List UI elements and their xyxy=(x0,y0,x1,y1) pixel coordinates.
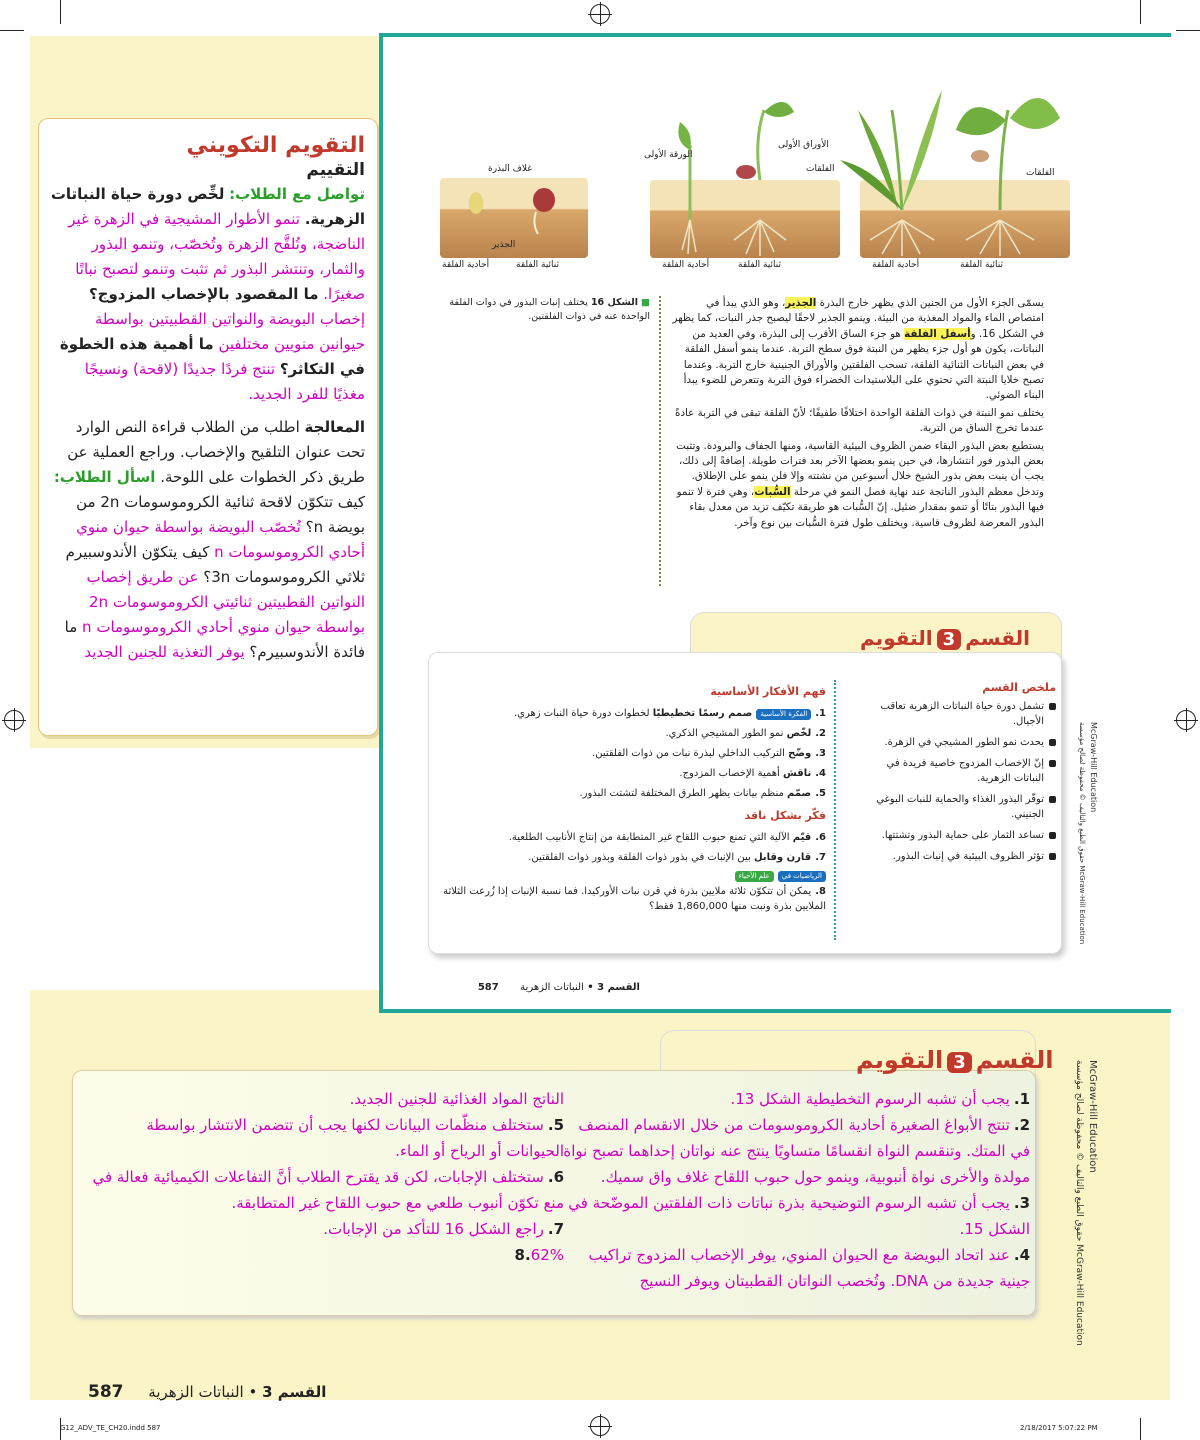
answer-6 xyxy=(84,1164,564,1216)
answer-number: 7. xyxy=(547,1220,564,1238)
body-p1-b: ، وهو الذي يبدأ في امتصاص الماء والمواد المغذية من البيئة. وينمو الجذير لاحقًا ليصبح جذر النبات، كما يظهر في الشكل 16. و xyxy=(672,297,1044,340)
q1-text: لخطوات دورة حياة النبات زهري. xyxy=(513,708,650,719)
student-footer-page: 587 xyxy=(477,982,499,993)
assess-title-b: التقويم xyxy=(860,626,933,650)
answers-title-a: القسم xyxy=(975,1046,1054,1074)
summary-item: تشمل دورة حياة النباتات الزهرية تعاقب الأجيال. xyxy=(870,699,1056,729)
summary-item: إنّ الإخصاب المزدوج خاصية فريدة في النباتات الزهرية. xyxy=(870,756,1056,786)
question-1: 1.الفكرة الأساسيةصمم رسمًا تخطيطيًا لخطوات دورة حياة النبات زهري. xyxy=(513,708,826,719)
section-summary xyxy=(870,680,1056,870)
ask-a2: عن طريق إخصاب النواتين القطبيتين ثنائيتي الكروموسومات 2n بواسطة حيوان منوي أحادي الكروموسومات n xyxy=(82,568,365,636)
answer-text: ستختلف منظّمات البيانات لكنها يجب أن تتضمن الانتشار بواسطة الحيوانات أو الرياح أو الماء. xyxy=(146,1116,564,1160)
q1-answer: تنمو الأطوار المشيجية في الزهرة غير الناضجة، وتُلقَّح الزهرة وتُخصّب، وتنمو البذور والثمار، وتنتشر البذور ثم تثبت وتنمو لتصبح نباتًا صغيرًا. xyxy=(68,210,365,303)
bio-tag: علم الأحياء xyxy=(735,871,774,882)
q2-text: نمو الطور المشيجي الذكري. xyxy=(665,728,784,739)
q3-answer: تنتج فردًا جديدًا (لاقحة) ونسيجًا مغذيًا للفرد الجديد. xyxy=(84,360,365,403)
body-paragraph-1 xyxy=(672,296,1044,404)
q8-text: يمكن أن تتكوّن ثلاثة ملايين بذرة في قرن نبات الأوركيدا. فما نسبة الإنبات إذا زُرعت الثلاثة الملايين بذرة ونبت منها 1,860,000 فقط؟ xyxy=(443,886,826,912)
footer-section: القسم 3 xyxy=(262,1383,327,1401)
body-p3-a: يستطيع بعض البذور البقاء ضمن الظروف البيئية القاسية، ومنها الجفاف والبرودة. وتثبت بعض البذور فور انتشارها، في حين ينمو بعضها الآخر بعد فترات طويلة. إضافةً إلى ذلك، يجب أن ينبت بعض بذور الشيخ خلال أسبوعين من نشتته وإلا فلن ينمو على الإطلاق. وتدخل معظم البذور الناتجة عند نهاية فصل النمو في مرحلة xyxy=(676,439,1044,498)
remediation-label: المعالجة xyxy=(304,418,365,436)
answer-4 xyxy=(560,1242,1030,1294)
label-di-2: ثنائية الفلقة xyxy=(738,260,782,270)
answer-8 xyxy=(84,1242,564,1268)
answer-text: 62% xyxy=(530,1246,564,1264)
copyright-vertical-bottom: حقوق الطبع والتأليف © محفوظة لصالح مؤسسة McGraw-Hill Education xyxy=(1074,1060,1084,1346)
caption-label: الشكل 16 xyxy=(590,297,638,308)
bean-seed-shape xyxy=(533,188,555,212)
seedling-drawings xyxy=(440,60,1070,280)
answer-number: 8. xyxy=(514,1246,531,1264)
question-6: 6.قيّم الآلية التي تمنع حبوب اللقاح غير المتطابقة من إنتاج الأنابيب الطلعية. xyxy=(508,832,826,843)
main-ideas-questions xyxy=(440,680,826,914)
math-tag: الرياضيات في xyxy=(778,871,826,882)
publisher-vertical-top: McGraw-Hill Education xyxy=(1089,722,1098,813)
question-7: 7.قارن وقابل بين الإنبات في بذور ذوات الفلقة وبذور ذوات الفلقتين. xyxy=(528,852,826,863)
answers-title-b: التقويم xyxy=(856,1046,944,1074)
q6-verb: قيّم xyxy=(792,832,812,843)
q5-verb: صمّم xyxy=(787,788,812,799)
term-dormancy: السُّبات xyxy=(754,485,791,498)
answer-text: تنتج الأبواغ الصغيرة أحادية الكروموسومات من خلال الانقسام المنصف في المتك. وتنقسم النواة انقسامًا متساويًا ينتج عنه نواتان إحداهما تصبح نواة مولدة والأخرى نواة أنبوبية، وينمو حول حبوب اللقاح غلاف واق سميك. xyxy=(563,1116,1030,1186)
body-p3-b: ، وهي فترة لا تنمو فيها البذور بتاتًا أو تنمو بمقدار ضئيل. إنّ السُّبات هو طريقة تكيّف تزيد من معدل بقاء البذور المعرضة لظروف قاسية. ويختلف طول فترة السُّبات بين نوع وآخر. xyxy=(676,485,1044,529)
label-first-leaf: الورقة الأولى xyxy=(644,150,693,160)
corn-seed-shape xyxy=(469,192,483,214)
q3-text: ما أهمية هذه الخطوة في التكاثر؟ xyxy=(59,335,365,378)
assess-title-a: القسم xyxy=(965,626,1030,650)
q3-text: التركيب الداخلي لبذرة نبات من ذوات الفلقتين. xyxy=(592,748,785,759)
label-di-3: ثنائية الفلقة xyxy=(960,260,1004,270)
crop-mark xyxy=(1176,30,1200,31)
answer-text: يجب أن تشبه الرسوم التخطيطية الشكل 13. xyxy=(730,1090,1010,1108)
answers-left-column xyxy=(84,1086,564,1268)
ask-q3: ما فائدة الأندوسبيرم؟ xyxy=(64,618,365,661)
remediation-text: اطلب من الطلاب قراءة النص الوارد تحت عنوان التلقيح والإخصاب. وراجع العملية عن طريق ذكر الخطوات على اللوحة. xyxy=(67,418,365,486)
q1-label: تواصل مع الطلاب: xyxy=(229,185,365,203)
answer-number: 6. xyxy=(547,1168,564,1186)
answer-1 xyxy=(560,1086,1030,1112)
student-footer-section: القسم 3 xyxy=(597,982,640,993)
formative-block-2 xyxy=(49,415,365,665)
answer-text: عند اتحاد البويضة مع الحيوان المنوي، يوفر الإخصاب المزدوج تراكيب جينية جديدة من DNA. وتُخصب النواتان القطبيتان ويوفر النسيج xyxy=(588,1246,1030,1290)
page-footer: القسم 3 • النباتات الزهرية 587 xyxy=(88,1382,327,1402)
question-8: 8.يمكن أن تتكوّن ثلاثة ملايين بذرة في قرن نبات الأوركيدا. فما نسبة الإنبات إذا زُرعت الثلاثة الملايين بذرة ونبت منها 1,860,000 فقط؟ xyxy=(443,886,826,912)
ask-label: اسأل الطلاب: xyxy=(53,468,156,486)
crop-mark xyxy=(0,30,24,31)
main-ideas-title: فهم الأفكار الأساسية xyxy=(710,685,826,698)
body-text xyxy=(672,296,1044,533)
registration-mark-icon xyxy=(1176,710,1196,730)
answer-number: 3. xyxy=(1013,1194,1030,1212)
ask-a3: يوفر التغذية للجنين الجديد xyxy=(84,643,245,661)
answers-title xyxy=(856,1046,1053,1074)
question-3: 3.وضّح التركيب الداخلي لبذرة نبات من ذوات الفلقتين. xyxy=(592,748,826,759)
answer-number: 2. xyxy=(1013,1116,1030,1134)
formative-assessment-panel xyxy=(38,118,378,736)
q3-verb: وضّح xyxy=(788,748,812,759)
formative-subtitle: التقييم xyxy=(306,160,365,180)
critical-thinking-title: فكّر بشكل ناقد xyxy=(744,809,826,822)
q2-text: ما المقصود بالإخصاب المزدوج؟ xyxy=(88,285,319,303)
file-slug: G12_ADV_TE_CH20.indd 587 xyxy=(60,1424,161,1432)
q2-answer: إخصاب البويضة والنواتين القطبيتين بواسطة حيوانين منويين مختلفين xyxy=(94,310,365,353)
question-5: 5.صمّم منظم بيانات يظهر الطرق المختلفة لتشتت البذور. xyxy=(579,788,826,799)
body-paragraph-3 xyxy=(672,439,1044,531)
answer-number: 4. xyxy=(1013,1246,1030,1264)
label-mono-2: أحادية الفلقة xyxy=(662,260,710,270)
label-cotyledons-1: الفلقات xyxy=(806,164,835,174)
assessment-title xyxy=(860,626,1030,650)
formative-title: التقويم التكويني xyxy=(186,133,365,158)
answer-4-continued: الناتج المواد الغذائية للجنين الجديد. xyxy=(349,1090,564,1108)
q6-text: الآلية التي تمنع حبوب اللقاح غير المتطابقة من إنتاج الأنابيب الطلعية. xyxy=(508,832,790,843)
label-mono-3: أحادية الفلقة xyxy=(872,260,920,270)
math-tag-row xyxy=(440,868,826,884)
q1-verb: صمم رسمًا تخطيطيًا xyxy=(652,708,753,719)
registration-mark-icon xyxy=(4,710,24,730)
body-paragraph-2: يختلف نمو النبتة في ذوات الفلقة الواحدة اختلافًا طفيفًا؛ لأنّ الفلقة تبقى في التربة عادةً عندما تخرج الساق من التربة. xyxy=(675,406,1044,435)
summary-title: ملخص القسم xyxy=(982,681,1056,694)
copyright-vertical-top: حقوق الطبع والتأليف © محفوظة لصالح مؤسسة McGraw-Hill Education xyxy=(1078,722,1086,945)
answer-text: ستختلف الإجابات، لكن قد يقترح الطلاب أنَّ التفاعلات الكيميائية فعالة في منع تكوّن أنبوب طلعي مع حبوب اللقاح غير المتطابقة. xyxy=(92,1168,564,1212)
term-radicle: الجذير xyxy=(785,297,817,309)
question-4: 4.ناقش أهمية الإخصاب المزدوج. xyxy=(679,768,826,779)
answer-5 xyxy=(84,1112,564,1164)
label-first-leaves: الأوراق الأولى xyxy=(778,140,829,150)
q7-verb: قارن وقابل xyxy=(753,852,812,863)
body-p1-a: يسمّى الجزء الأول من الجنين الذي يظهر خارج البذرة xyxy=(819,297,1044,309)
label-mono-1: أحادية الفلقة xyxy=(442,260,490,270)
body-p1-c: هو جزء الساق الأقرب إلى البذرة، وفي العديد من النباتات، يكون هو أول جزء يظهر من النبتة فوق سطح التربة. عندما ينمو أسفل الفلقة في بعض النباتات الثنائية الفلقة، تسحب الفلقتين والأوراق الجنينية خارج التربة. وعندما تصبح خلايا النبتة التي تحتوي على البلاستيدات الخضراء فوق التربة وتتعرض للضوء يبدأ البناء الضوئي. xyxy=(683,327,1044,402)
student-page-footer: القسم 3 • النباتات الزهرية 587 xyxy=(477,982,640,993)
column-divider xyxy=(659,296,661,586)
answer-3 xyxy=(560,1190,1030,1242)
summary-item: يحدث نمو الطور المشيجي في الزهرة. xyxy=(870,735,1056,750)
registration-mark-icon xyxy=(590,4,610,24)
q4-text: أهمية الإخصاب المزدوج. xyxy=(679,768,780,779)
answer-number: 1. xyxy=(1013,1090,1030,1108)
main-idea-tag: الفكرة الأساسية xyxy=(756,709,811,720)
crop-mark xyxy=(60,0,61,24)
ask-q2: كيف يتكوّن الأندوسبيرم ثلاثي الكروموسومات 3n؟ xyxy=(65,543,365,586)
summary-item: توفّر البذور الغذاء والحماية للنبات البوغي الجنيني. xyxy=(870,792,1056,822)
student-footer-chapter: النباتات الزهرية xyxy=(520,982,584,993)
answer-text: راجع الشكل 16 للتأكد من الإجابات. xyxy=(323,1220,544,1238)
footer-chapter: النباتات الزهرية xyxy=(148,1383,244,1401)
term-hypocotyl: أسفل الفلقة xyxy=(904,327,971,340)
answers-right-column xyxy=(560,1086,1030,1294)
footer-page-number: 587 xyxy=(88,1382,124,1402)
answer-7 xyxy=(84,1216,564,1242)
assessment-divider xyxy=(834,680,836,940)
label-radicle: الجذير xyxy=(492,240,516,250)
crop-mark xyxy=(1140,0,1141,24)
caption-text: يختلف إنبات البذور في ذوات الفلقة الواحدة عنه في ذوات الفلقتين. xyxy=(449,297,650,322)
answer-text: يجب أن تشبه الرسوم التوضيحية بذرة نباتات ذات الفلقتين الموضّحة في الشكل 15. xyxy=(568,1194,1030,1238)
ask-q1: كيف تتكوّن لاقحة ثنائية الكروموسومات 2n من بويضة n؟ xyxy=(76,493,365,536)
print-date: 2/18/2017 5:07:22 PM xyxy=(1020,1424,1098,1432)
q7-text: بين الإنبات في بذور ذوات الفلقة وبذور ذوات الفلقتين. xyxy=(528,852,751,863)
ask-a1: تُخصّب البويضة بواسطة حيوان منوي أحادي الكروموسومات n xyxy=(76,518,365,561)
publisher-vertical-bottom: McGraw-Hill Education xyxy=(1087,1060,1098,1173)
q2-verb: لخّص xyxy=(786,728,812,739)
figure-caption: ■ الشكل 16 يختلف إنبات البذور في ذوات الفلقة الواحدة عنه في ذوات الفلقتين. xyxy=(449,297,650,322)
q5-text: منظم بيانات يظهر الطرق المختلفة لتشتت البذور. xyxy=(579,788,784,799)
registration-mark-icon xyxy=(590,1416,610,1436)
question-2: 2.لخّص نمو الطور المشيجي الذكري. xyxy=(665,728,826,739)
label-cotyledons-2: الفلقات xyxy=(1026,168,1055,178)
answer-2 xyxy=(560,1112,1030,1190)
summary-item: تساعد الثمار على حماية البذور وتشتتها. xyxy=(870,828,1056,843)
assess-num: 3 xyxy=(937,629,962,650)
label-di-1: ثنائية الفلقة xyxy=(516,260,560,270)
answer-number: 5. xyxy=(547,1116,564,1134)
label-seed-coat: غلاف البذرة xyxy=(488,164,533,174)
figure-16-illustration xyxy=(440,60,1070,280)
q1-text: لخِّص دورة حياة النباتات الزهرية. xyxy=(50,185,365,228)
crop-mark xyxy=(1140,1418,1141,1440)
q4-verb: ناقش xyxy=(783,768,812,779)
formative-block-1 xyxy=(49,182,365,407)
summary-item: تؤثر الظروف البيئية في إنبات البذور. xyxy=(870,849,1056,864)
answers-num: 3 xyxy=(947,1052,972,1073)
